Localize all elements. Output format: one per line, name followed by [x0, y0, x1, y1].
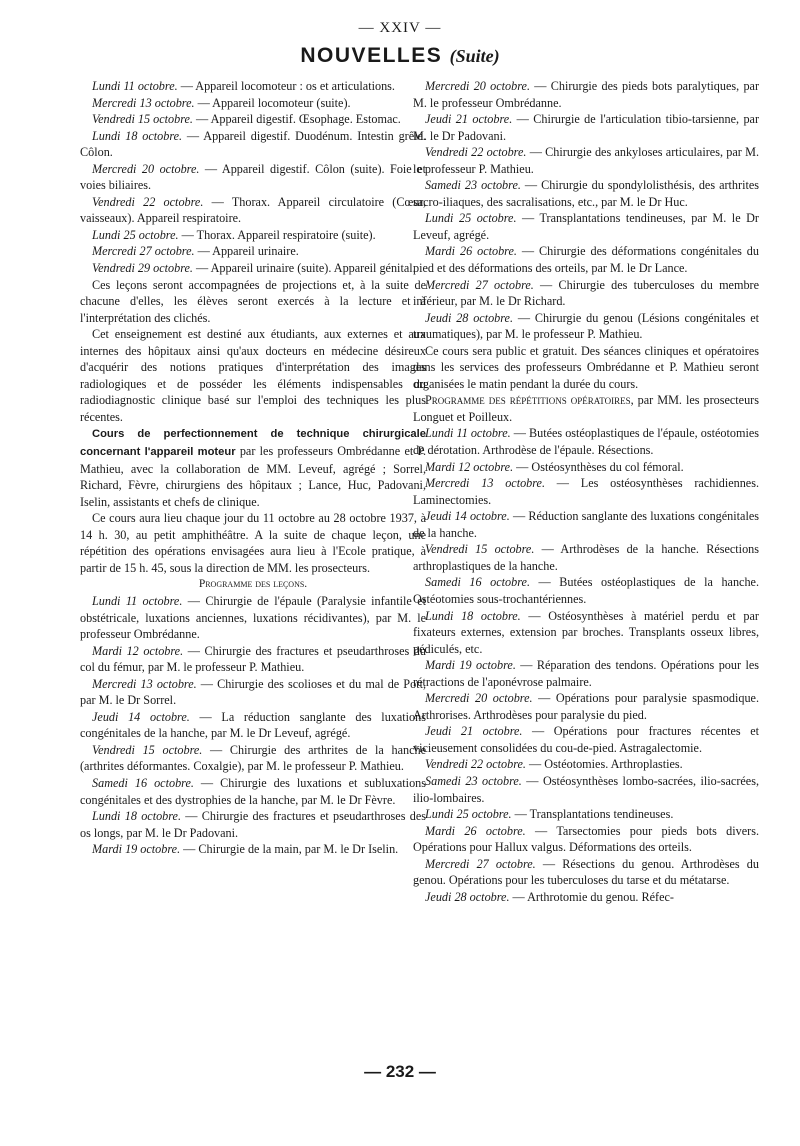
paragraph-text: — Ostéosynthèses du col fémoral.	[513, 459, 684, 474]
session-date: Vendredi 22 octobre.	[425, 757, 526, 772]
session-date: Mardi 26 octobre.	[425, 244, 517, 259]
paragraph-text: — Réduction sanglante des luxations congénitales de la hanche.	[413, 509, 759, 540]
session-date: Mercredi 13 octobre.	[425, 476, 546, 491]
session-date: Lundi 18 octobre.	[92, 128, 183, 143]
session-date: Mercredi 27 octobre.	[425, 277, 534, 292]
paragraph	[80, 227, 426, 244]
paragraph-text: — Appareil urinaire.	[194, 244, 299, 259]
session-date: Samedi 16 octobre.	[92, 775, 194, 790]
paragraph-lead: Cours de perfectionnement de technique chirurgicale concernant l'appareil moteur	[80, 428, 426, 459]
session-date: Mardi 26 octobre.	[425, 823, 526, 838]
paragraph-text: Ce cours aura lieu chaque jour du 11 octobre au 28 octobre 1937, à 14 h. 30, au petit amphithéâtre. A la suite de chaque leçon, une répétition des opérations envisagées aura lieu à l'Ecole pratique, à partir de 15 h. 45, sous la direction de MM. les prosecteurs.	[80, 511, 426, 575]
paragraph	[80, 277, 426, 327]
paragraph	[80, 326, 426, 425]
session-date: Samedi 23 octobre.	[425, 178, 521, 193]
session-date: Jeudi 21 octobre.	[425, 724, 523, 739]
session-date: Lundi 18 octobre.	[425, 608, 521, 623]
paragraph-text: — Thorax. Appareil respiratoire (suite).	[178, 227, 376, 242]
paragraph	[80, 742, 426, 775]
session-date: Mardi 19 octobre.	[92, 842, 181, 857]
paragraph-text: — Appareil urinaire (suite). Appareil génital.	[192, 261, 416, 276]
paragraph	[413, 657, 759, 690]
paragraph	[413, 310, 759, 343]
paragraph-text: — Chirurgie du spondylolisthésis, des arthrites sacro-iliaques, des sacralisations, etc., par M. le Dr Huc.	[413, 178, 759, 209]
paragraph	[413, 773, 759, 806]
session-date: Lundi 11 octobre.	[92, 593, 183, 608]
paragraph-text: — Chirurgie des ankyloses articulaires, par M. le professeur P. Mathieu.	[413, 145, 759, 176]
paragraph	[413, 856, 759, 889]
session-date: Mercredi 13 octobre.	[92, 676, 197, 691]
paragraph-text: — La réduction sanglante des luxations congénitales de la hanche, par M. le Dr Leveuf, agrégé.	[80, 709, 426, 741]
paragraph-text: — Arthrotomie du genou. Réfec-	[509, 889, 674, 904]
paragraph-text: — Tarsectomies pour pieds bots divers. Opérations pour Hallux valgus. Déformations des orteils.	[413, 823, 759, 855]
paragraph	[413, 177, 759, 210]
session-date: Vendredi 22 octobre.	[92, 194, 204, 209]
paragraph	[413, 425, 759, 458]
paragraph-text: — Chirurgie de l'épaule (Paralysie infantile et obstétricale, luxations anciennes, luxations récidivantes), par M. le professeur Ombrédanne.	[80, 593, 426, 642]
session-date: Vendredi 15 octobre.	[92, 742, 203, 757]
paragraph	[413, 111, 759, 144]
session-date: Jeudi 14 octobre.	[425, 509, 510, 524]
paragraph	[413, 277, 759, 310]
paragraph-text: — Résections du genou. Arthrodèses du genou. Opérations pour les tuberculoses du tarse et du métatarse.	[413, 856, 759, 888]
paragraph-text: — Chirurgie de l'articulation tibio-tarsienne, par M. le Dr Padovani.	[413, 112, 760, 143]
session-date: Lundi 25 octobre.	[425, 211, 517, 226]
session-date: Mercredi 13 octobre.	[92, 95, 195, 110]
paragraph-text: — Appareil digestif. Côlon (suite). Foie et voies biliaires.	[80, 161, 426, 193]
paragraph-text: Cet enseignement est destiné aux étudiants, aux externes et aux internes des hôpitaux ainsi qu'aux docteurs en médecine désireux d'acquérir des notions pratiques d'interprétation des images radiologiques et de posséder les éléments indispensables du radiodiagnostic clinique basé sur l'emploi des techniques les plus récentes.	[80, 327, 426, 424]
section-heading: Programme des leçons.	[198, 578, 308, 591]
paragraph-text: par les professeurs Ombrédanne et P. Mathieu, avec la collaboration de MM. Leveuf, agrégé ; Sorrel, Richard, Fèvre, chirurgiens des hôpitaux ; Lance, Huc, Padovani, Iselin, assistants et chefs de clinique.	[80, 444, 426, 509]
session-date: Samedi 23 octobre.	[425, 773, 522, 788]
paragraph	[413, 144, 759, 177]
paragraph	[413, 541, 759, 574]
paragraph	[80, 775, 426, 808]
page-roman-numeral: — XXIV —	[358, 20, 442, 36]
paragraph-text: — Chirurgie du genou (Lésions congénitales et traumatiques), par M. le professeur P. Mathieu.	[413, 310, 759, 342]
paragraph-text: — Arthrodèses de la hanche. Résections arthroplastiques de la hanche.	[413, 542, 760, 573]
paragraph	[80, 425, 426, 510]
session-date: Mercredi 20 octobre.	[425, 691, 533, 706]
paragraph-text: — Transplantations tendineuses, par M. le Dr Leveuf, agrégé.	[413, 211, 759, 242]
session-date: Mardi 12 octobre.	[425, 459, 514, 474]
paragraph	[80, 128, 426, 161]
paragraph	[413, 243, 759, 276]
paragraph	[413, 608, 759, 658]
paragraph	[80, 194, 426, 227]
paragraph	[413, 343, 759, 393]
paragraph-text: — Chirurgie des scolioses et du mal de Pott, par M. le Dr Sorrel.	[80, 676, 426, 708]
paragraph-text: — Chirurgie des pieds bots paralytiques, par M. le professeur Ombrédanne.	[413, 79, 760, 110]
session-date: Lundi 11 octobre.	[92, 79, 178, 93]
paragraph	[80, 808, 426, 841]
paragraph	[413, 756, 759, 773]
paragraph-text: — Chirurgie des déformations congénitales du pied et des déformations des orteils, par M. le Dr Lance.	[413, 244, 759, 276]
paragraph	[413, 690, 759, 723]
paragraph	[413, 459, 759, 476]
paragraph	[413, 806, 759, 823]
paragraph	[80, 510, 426, 576]
page-number: — 232 —	[364, 1062, 436, 1081]
session-date: Vendredi 22 octobre.	[425, 145, 527, 160]
session-date: Lundi 25 octobre.	[92, 227, 179, 242]
paragraph	[80, 243, 426, 260]
paragraph-text: — Appareil digestif. Duodénum. Intestin grêle. Côlon.	[80, 128, 426, 160]
paragraph	[80, 841, 426, 858]
page-title	[0, 44, 800, 68]
paragraph	[80, 643, 426, 676]
session-date: Jeudi 21 octobre.	[425, 112, 513, 127]
session-date: Vendredi 29 octobre.	[92, 261, 193, 276]
paragraph	[413, 823, 759, 856]
session-date: Mercredi 27 octobre.	[92, 244, 195, 259]
paragraph-text: — Thorax. Appareil circulatoire (Cœur, vaisseaux). Appareil respiratoire.	[80, 194, 426, 226]
paragraph-text: — Chirurgie des fractures et pseudarthroses du col du fémur, par M. le professeur P. Mathieu.	[80, 643, 426, 675]
session-date: Mercredi 20 octobre.	[92, 161, 200, 176]
right-column	[413, 78, 759, 905]
paragraph	[413, 392, 759, 425]
paragraph-text: — Opérations pour paralysie spasmodique. Arthrorises. Arthrodèses pour paralysie du pied.	[413, 691, 759, 722]
left-column	[80, 78, 426, 858]
paragraph-text: — Transplantations tendineuses.	[511, 807, 674, 822]
session-date: Vendredi 15 octobre.	[425, 542, 535, 557]
paragraph	[413, 508, 759, 541]
paragraph	[80, 161, 426, 194]
session-date: Jeudi 28 octobre.	[425, 310, 514, 325]
session-date: Mardi 19 octobre.	[425, 658, 516, 673]
session-date: Mercredi 27 octobre.	[425, 856, 536, 871]
session-date: Lundi 25 octobre.	[425, 807, 512, 822]
paragraph-text: — Ostéosynthèses lombo-sacrées, ilio-sacrées, ilio-lombaires.	[413, 773, 760, 805]
paragraph-text: — Chirurgie des tuberculoses du membre inférieur, par M. le Dr Richard.	[413, 277, 760, 309]
paragraph	[80, 95, 426, 112]
paragraph	[80, 676, 426, 709]
paragraph-text: — Appareil digestif. Œsophage. Estomac.	[192, 112, 401, 127]
session-date: Lundi 18 octobre.	[92, 809, 182, 824]
paragraph	[413, 78, 759, 111]
paragraph	[413, 723, 759, 756]
session-date: Vendredi 15 octobre.	[92, 112, 193, 127]
paragraph	[413, 210, 759, 243]
paragraph-text: — Chirurgie des fractures et pseudarthroses des os longs, par M. le Dr Padovani.	[80, 809, 426, 840]
session-date: Samedi 16 octobre.	[425, 575, 530, 590]
paragraph-text: — Butées ostéoplastiques de l'épaule, ostéotomies de dérotation. Arthrodèse de l'épaule. Résections.	[413, 426, 759, 458]
paragraph-text: — Chirurgie des luxations et subluxations congénitales et des dystrophies de la hanche, par M. le Dr Fèvre.	[80, 775, 426, 807]
paragraph-lead: Programme des répétitions opératoires,	[425, 393, 634, 408]
session-date: Lundi 11 octobre.	[425, 426, 511, 441]
paragraph-text: — Les ostéosynthèses rachidiennes. Laminectomies.	[413, 476, 759, 507]
paragraph-text: par MM. les prosecteurs Longuet et Poilleux.	[413, 393, 759, 424]
paragraph-text: — Butées ostéoplastiques de la hanche. Ostéotomies sous-trochantériennes.	[413, 575, 759, 606]
paragraph	[413, 889, 759, 906]
paragraph	[80, 111, 426, 128]
paragraph	[80, 260, 426, 277]
paragraph-text: — Chirurgie des arthrites de la hanche (arthrites déformantes. Coxalgie), par M. le professeur P. Mathieu.	[80, 742, 426, 774]
paragraph	[413, 574, 759, 607]
paragraph	[80, 709, 426, 742]
paragraph-text: — Réparation des tendons. Opérations pour les rétractions de l'aponévrose palmaire.	[413, 658, 760, 689]
title-main: NOUVELLES	[300, 44, 443, 67]
paragraph-text: — Chirurgie de la main, par M. le Dr Iselin.	[180, 842, 399, 857]
session-date: Mardi 12 octobre.	[92, 643, 184, 658]
paragraph-text: — Ostéotomies. Arthroplasties.	[525, 757, 683, 772]
paragraph	[80, 78, 426, 95]
paragraph-text: Ce cours sera public et gratuit. Des séances cliniques et opératoires dans les services des professeurs Ombrédanne et P. Mathieu seront organisées le matin pendant la durée du cours.	[413, 343, 759, 391]
session-date: Jeudi 14 octobre.	[92, 709, 190, 724]
paragraph	[80, 593, 426, 643]
paragraph-text: — Ostéosynthèses à matériel perdu et par fixateurs externes, extension par broches. Transplants osseux libres, pédiculés, etc.	[413, 608, 759, 656]
session-date: Jeudi 28 octobre.	[425, 889, 510, 904]
paragraph	[413, 475, 759, 508]
title-suite: (Suite)	[449, 46, 500, 66]
session-date: Mercredi 20 octobre.	[425, 79, 530, 93]
paragraph-text: — Opérations pour fractures récentes et vicieusement consolidées du cou-de-pied. Astragalectomie.	[413, 724, 759, 755]
paragraph-text: Ces leçons seront accompagnées de projections et, à la suite de chacune d'elles, les élèves seront exercés à la lecture et à l'interprétation des clichés.	[80, 277, 426, 325]
paragraph-text: — Appareil locomoteur (suite).	[194, 95, 351, 110]
paragraph-text: — Appareil locomoteur : os et articulations.	[177, 79, 395, 93]
